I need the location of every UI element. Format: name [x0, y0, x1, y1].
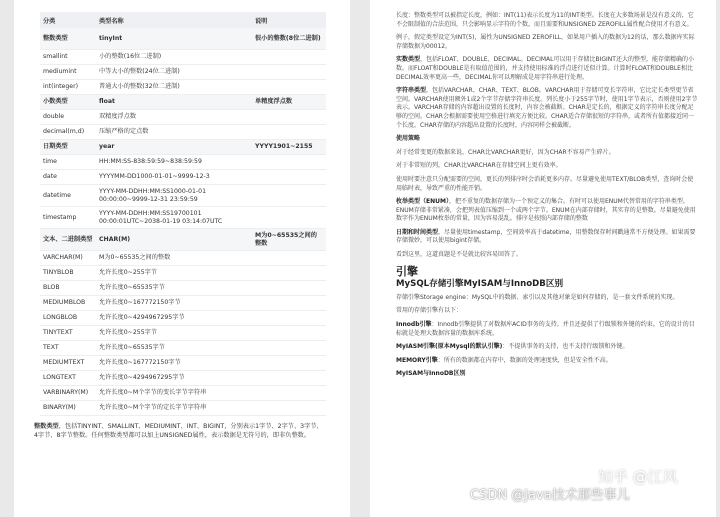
header-category: 分类: [40, 12, 96, 28]
cell-description: [252, 401, 326, 416]
table-row: [40, 266, 326, 281]
paragraph-enum: [396, 198, 698, 224]
paragraph-diff-heading: [396, 370, 698, 379]
term-memory: MEMORY引擎: [396, 356, 438, 364]
table-row: [40, 281, 326, 296]
paragraph-conclusion: 看到这里，这道真题是不是就比较容易回答了。: [396, 251, 523, 259]
paragraph-string-types: [396, 87, 698, 130]
cell-type-name: 中等大小的整数(24位二进制): [96, 65, 252, 80]
right-page: [370, 0, 716, 517]
cell-description: 单精度浮点数: [252, 95, 326, 110]
cell-description: [252, 80, 326, 95]
paragraph-memory: [396, 357, 698, 366]
cell-category: LONGTEXT: [40, 371, 96, 386]
text-memory: ：所有的数据都在内存中，数据的处理速度快，但是安全性不高。: [437, 356, 612, 364]
cell-category: LONGBLOB: [40, 311, 96, 326]
paragraph-strategy-heading: [396, 135, 698, 144]
paragraph-storage-engine: 存储引擎Storage engine：MySQL中的数据、索引以及其他对象是如何存储的，是一套文件系统的实现。: [396, 293, 679, 301]
cell-type-name: 允许长度0~167772150字节: [96, 296, 252, 311]
cell-category: BINARY(M): [40, 401, 96, 416]
cell-type-name: float: [96, 95, 252, 110]
cell-category: VARBINARY(M): [40, 386, 96, 401]
cell-category: date: [40, 170, 96, 185]
text-myisam: ：不提供事务的支持，也不支持行级锁和外键。: [502, 343, 629, 351]
cell-description: [252, 326, 326, 341]
paragraph-datetime: [396, 229, 698, 246]
cell-description: [252, 185, 326, 207]
table-row: [40, 140, 326, 155]
cell-category: mediumint: [40, 65, 96, 80]
cell-description: [252, 281, 326, 296]
table-row: [40, 371, 326, 386]
table-row: [40, 50, 326, 65]
paragraph-length: 长度：整数类型可以被指定长度，例如：INT(11)表示长度为11的INT类型。长度在大多数场景是没有意义的，它不会限制值的合法范围，只会影响显示字符的个数，而且需要和UNSIGNED ZEROFILL属性配合使用才有意义。: [396, 12, 694, 28]
cell-type-name: HH:MM:SS-838:59:59~838:59:59: [96, 155, 252, 170]
data-types-table: [40, 12, 326, 416]
cell-type-name: 允许长度0~255字节: [96, 266, 252, 281]
term-string: 字符串类型: [396, 87, 427, 95]
cell-type-name: 允许长度0~M个字节的定长字节字符串: [96, 401, 252, 416]
table-header-row: [40, 12, 326, 28]
cell-description: [252, 50, 326, 65]
cell-type-name: 双精度浮点数: [96, 110, 252, 125]
cell-category: decimal(m,d): [40, 125, 96, 140]
cell-description: [252, 251, 326, 266]
cell-category: time: [40, 155, 96, 170]
cell-type-name: M为0~65535之间的整数: [96, 251, 252, 266]
cell-category: 小数类型: [40, 95, 96, 110]
paragraph-strategy-c: 使用时要注意只分配需要的空间，更长的列排序时会消耗更多内存。尽量避免使用TEXT/BLOB类型，查询时会使用临时表，导致严重的性能开销。: [396, 175, 694, 192]
table-row: [40, 356, 326, 371]
cell-category: VARCHAR(M): [40, 251, 96, 266]
paragraph-real-types: [396, 56, 698, 82]
cell-description: [252, 125, 326, 140]
cell-description: [252, 371, 326, 386]
table-row: [40, 185, 326, 207]
cell-type-name: 允许长度0~255字节: [96, 326, 252, 341]
term-diff: MyISAM与InnoDB区别: [396, 370, 466, 378]
cell-type-name: 小的整数(16位二进制): [96, 50, 252, 65]
text-real: ，包括FLOAT、DOUBLE、DECIMAL。DECIMAL可以用于存储比BIGINT还大的整型，能存储精确的小数。而FLOAT和DOUBLE是有取值范围的，并支持使用标准的浮点进行近似计算。计算时FLOAT和DOUBLE相比DECIMAL效率更高一些，DECIMAL你可以理解成是用字符串进行处理。: [396, 56, 694, 81]
paragraph-strategy-b: 对于非常短的列，CHAR比VARCHAR在存储空间上更有效率。: [396, 162, 562, 170]
cell-type-name: 允许长度0~65535字节: [96, 341, 252, 356]
table-row: [40, 170, 326, 185]
header-description: 说明: [252, 12, 326, 28]
cell-category: smallint: [40, 50, 96, 65]
table-row: [40, 125, 326, 140]
term-enum: 枚举类型（ENUM）: [396, 198, 449, 206]
cell-description: [252, 296, 326, 311]
cell-type-name: 压缩严格的定点数: [96, 125, 252, 140]
cell-category: TINYTEXT: [40, 326, 96, 341]
cell-description: [252, 110, 326, 125]
cell-description: YYYY1901~2155: [252, 140, 326, 155]
text-enum: ，把不重复的数据存储为一个预定义的集合。有时可以使用ENUM代替常用的字符串类型。ENUM存储非常紧凑，会把列表值压缩到一个或两个字节。ENUM在内部存储时，其实存的是整数。尽量避免使用数字作为ENUM枚举的常量，因为容易混乱。排序是按照内部存储的整数: [396, 198, 696, 223]
paragraph-example: 例子，假定类型设定为INT(5)，属性为UNSIGNED ZEROFILL，如果用户插入的数据为12的话，那么数据库实际存储数据为00012。: [396, 34, 695, 50]
cell-type-name: 允许长度0~65535字节: [96, 281, 252, 296]
table-row: [40, 110, 326, 125]
table-row: [40, 296, 326, 311]
cell-type-name: YYYY-MM-DDHH:MM:SS19700101 00:00:01UTC~2038-01-19 03:14:07UTC: [96, 207, 252, 229]
paragraph-strategy-a: 对于经常变更的数据来说，CHAR比VARCHAR更好，因为CHAR不容易产生碎片。: [396, 148, 615, 156]
cell-category: double: [40, 110, 96, 125]
cell-category: 日期类型: [40, 140, 96, 155]
paragraph-innodb: [396, 321, 698, 338]
table-row: [40, 207, 326, 229]
cell-type-name: YYYY-MM-DDHH:MM:SS1000-01-01 00:00:00~9999-12-31 23:59:59: [96, 185, 252, 207]
table-row: [40, 229, 326, 251]
term-innodb: Innodb引擎: [396, 321, 432, 329]
cell-type-name: YYYYMM-DD1000-01-01~9999-12-3: [96, 170, 252, 185]
text-innodb: ：Innodb引擎提供了对数据库ACID事务的支持。并且还提供了行级锁和外键的约束。它的设计的目标就是处理大数据容量的数据库系统。: [396, 321, 695, 337]
cell-category: 整数类型: [40, 28, 96, 50]
table-row: [40, 326, 326, 341]
table-row: [40, 341, 326, 356]
table-row: [40, 386, 326, 401]
table-row: [40, 95, 326, 110]
note-bold-term: 整数类型: [34, 423, 59, 430]
cell-description: [252, 207, 326, 229]
cell-description: [252, 386, 326, 401]
note-text: ，包括TINYINT、SMALLINT、MEDIUMINT、INT、BIGINT，分别表示1字节、2字节、3字节、4字节、8字节整数。任何整数类型都可以加上UNSIGNED属性，表示数据是无符号的，即非负整数。: [34, 423, 323, 439]
cell-description: [252, 155, 326, 170]
heading-engine-diff: MySQL存储引擎MyISAM与InnoDB区别: [396, 279, 564, 290]
term-real: 实数类型: [396, 56, 421, 64]
cell-description: 很小的整数(8位二进制): [252, 28, 326, 50]
text-datetime: ，尽量使用timestamp，空间效率高于datetime，用整数保存时间戳通常不方便处理。如果需要存储微妙，可以使用bigint存储。: [396, 228, 696, 245]
text-string: ，包括VARCHAR、CHAR、TEXT、BLOB。VARCHAR用于存储可变长字符串，它比定长类型更节省空间。VARCHAR使用额外1或2个字节存储字符串长度。列长度小于255字节时，使用1字节表示，否则使用2字节表示。VARCHAR存储的内容超出设置的长度时，内容会被截断。CHAR是定长的，根据定义的字符串长度分配足够的空间。CHAR会根据需要使用空格进行填充方便比较。CHAR适合存储很短的字符串，或者所有值都接近同一个长度。CHAR存储的内容超出设置的长度时，内容同样会被截断。: [396, 87, 698, 129]
term-datetime: 日期和时间类型: [396, 228, 439, 236]
cell-description: [252, 170, 326, 185]
integer-types-note: [34, 422, 324, 440]
cell-category: MEDIUMTEXT: [40, 356, 96, 371]
cell-description: [252, 341, 326, 356]
paragraph-myisam: [396, 343, 698, 352]
cell-type-name: 普通大小的整数(32位二进制): [96, 80, 252, 95]
table-row: [40, 251, 326, 266]
cell-type-name: 允许长度0~4294967295字节: [96, 311, 252, 326]
cell-type-name: 允许长度0~167772150字节: [96, 356, 252, 371]
cell-category: TINYBLOB: [40, 266, 96, 281]
cell-type-name: 允许长度0~M个字节的变长字节字符串: [96, 386, 252, 401]
table-row: [40, 155, 326, 170]
cell-type-name: tinyInt: [96, 28, 252, 50]
table-body: [40, 28, 326, 416]
cell-category: int(integer): [40, 80, 96, 95]
heading-engine: 引擎: [396, 264, 418, 278]
cell-description: [252, 311, 326, 326]
cell-category: TEXT: [40, 341, 96, 356]
cell-category: timestamp: [40, 207, 96, 229]
cell-description: M为0~65535之间的整数: [252, 229, 326, 251]
left-page: [14, 0, 350, 517]
cell-category: MEDIUMBLOB: [40, 296, 96, 311]
table-row: [40, 28, 326, 50]
table-row: [40, 401, 326, 416]
zhihu-watermark: 知乎 @江风: [598, 468, 678, 486]
term-myisam: MyIASM引擎(原本Mysql的默认引擎): [396, 343, 503, 351]
article-content: [370, 0, 716, 379]
header-type-name: 类型名称: [96, 12, 252, 28]
cell-type-name: CHAR(M): [96, 229, 252, 251]
table-row: [40, 311, 326, 326]
paragraph-common-engines: 常用的存储引擎有以下：: [396, 307, 463, 315]
csdn-watermark: CSDN @Java技术那些事儿: [470, 488, 630, 503]
cell-type-name: 允许长度0~4294967295字节: [96, 371, 252, 386]
cell-type-name: year: [96, 140, 252, 155]
cell-description: [252, 356, 326, 371]
cell-description: [252, 65, 326, 80]
cell-description: [252, 266, 326, 281]
cell-category: datetime: [40, 185, 96, 207]
cell-category: 文本、二进制类型: [40, 229, 96, 251]
cell-category: BLOB: [40, 281, 96, 296]
term-strategy: 使用策略: [396, 135, 421, 143]
table-row: [40, 80, 326, 95]
table-row: [40, 65, 326, 80]
